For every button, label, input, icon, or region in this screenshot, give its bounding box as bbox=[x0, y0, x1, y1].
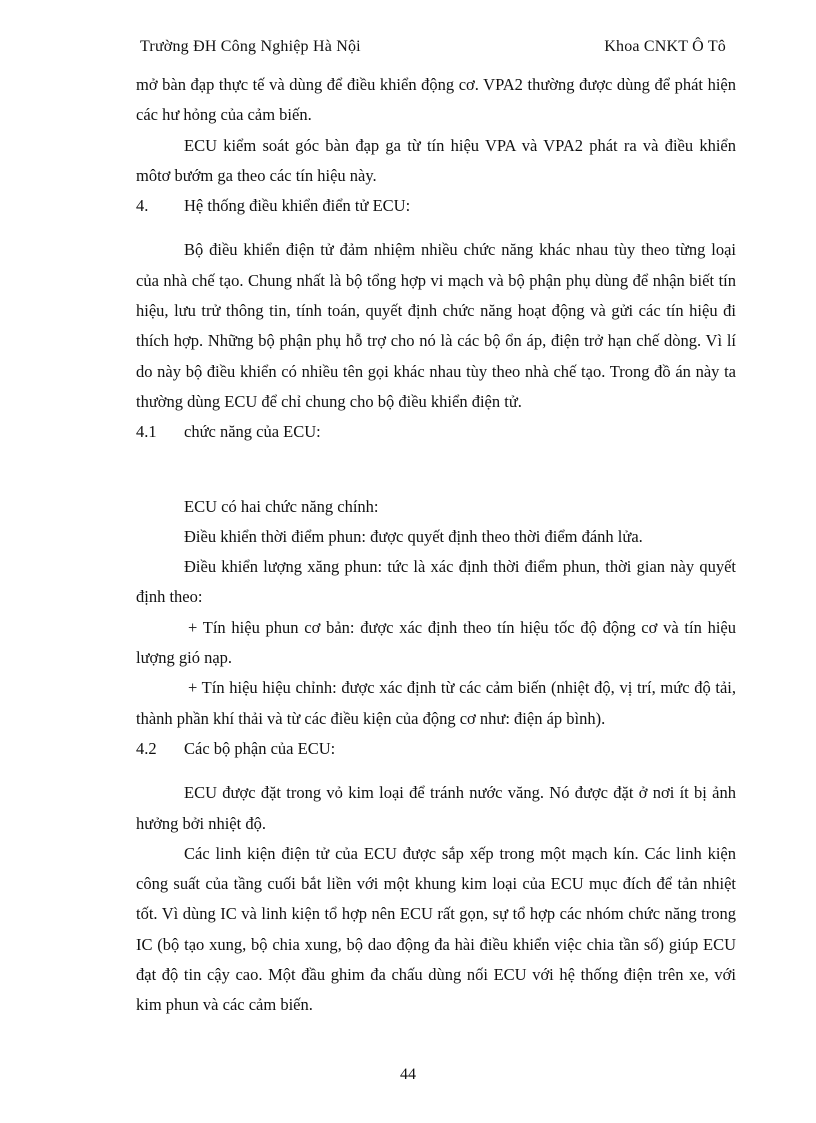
section-heading-4-2 bbox=[136, 734, 736, 764]
header-faculty-name: Khoa CNKT Ô Tô bbox=[604, 38, 726, 55]
spacer bbox=[136, 448, 736, 492]
spacer bbox=[136, 764, 736, 778]
section-title: Các bộ phận của ECU: bbox=[184, 738, 336, 758]
section-number: 4.2 bbox=[136, 738, 157, 758]
page-number: 44 bbox=[400, 1066, 416, 1083]
bullet-basic-signal: + Tín hiệu phun cơ bản: được xác định theo tín hiệu tốc độ động cơ và tín hiệu lượng gió nạp. bbox=[136, 617, 736, 668]
paragraph-vpa2-continued: mở bàn đạp thực tế và dùng để điều khiển động cơ. VPA2 thường được dùng để phát hiện các hư hỏng của cảm biến. bbox=[136, 75, 736, 125]
header-divider bbox=[136, 62, 732, 63]
page-body bbox=[136, 70, 736, 1021]
paragraph-ecu-overview: Bộ điều khiển điện tử đảm nhiệm nhiều chức năng khác nhau tùy theo từng loại của nhà chế tạo. Chung nhất là bộ tổng hợp vi mạch và bộ phận phụ dùng để nhận biết tín hiệu, lưu trử thông tin, tính toán, quyết định chức năng hoạt động và gửi các tín hiệu đi thích hợp. Những bộ phận phụ hỗ trợ cho nó là các bộ ổn áp, điện trở hạn chế dòng. Vì lí do này bộ điều khiển có nhiều tên gọi khác nhau tùy theo nhà chế tạo. Trong đồ án này ta thường dùng ECU để chỉ chung cho bộ điều khiển điện tử. bbox=[136, 240, 736, 411]
paragraph-ecu-two-functions: ECU có hai chức năng chính: bbox=[184, 496, 379, 516]
section-number: 4. bbox=[136, 196, 149, 216]
section-title: chức năng của ECU: bbox=[184, 422, 321, 442]
header-school-name: Trường ĐH Công Nghiệp Hà Nội bbox=[140, 38, 361, 55]
paragraph-injection-quantity: Điều khiển lượng xăng phun: tức là xác định thời điểm phun, thời gian này quyết định theo: bbox=[136, 557, 736, 607]
section-heading-4 bbox=[136, 191, 736, 221]
section-heading-4-1 bbox=[136, 417, 736, 447]
section-number: 4.1 bbox=[136, 422, 157, 442]
paragraph-ecu-housing: ECU được đặt trong vỏ kim loại để tránh nước văng. Nó được đặt ở nơi ít bị ảnh hưởng bởi nhiệt độ. bbox=[136, 783, 736, 833]
bullet-correction-signal: + Tín hiệu hiệu chỉnh: được xác định từ các cảm biến (nhiệt độ, vị trí, mức độ tải, thành phần khí thải và từ các điều kiện của động cơ như: điện áp bình). bbox=[136, 678, 736, 728]
spacer bbox=[136, 221, 736, 235]
section-title: Hệ thống điều khiển điển tử ECU: bbox=[184, 196, 411, 216]
page-header bbox=[140, 38, 726, 60]
paragraph-ecu-components: Các linh kiện điện tử của ECU được sắp xếp trong một mạch kín. Các linh kiện công suất của tầng cuối bắt liền với một khung kim loại của ECU mục đích để tản nhiệt tốt. Vì dùng IC và linh kiện tổ hợp nên ECU rất gọn, sự tổ hợp các nhóm chức năng trong IC (bộ tạo xung, bộ chia xung, bộ dao động đa hài điều khiển việc chia tần số) giúp ECU đạt độ tin cậy cao. Một đầu ghim đa chấu dùng nối ECU với hệ thống điện trên xe, với kim phun và các cảm biến. bbox=[136, 843, 736, 1015]
paragraph-injection-timing: Điều khiển thời điểm phun: được quyết định theo thời điểm đánh lửa. bbox=[184, 526, 643, 546]
paragraph-ecu-pedal-control: ECU kiểm soát góc bàn đạp ga từ tín hiệu VPA và VPA2 phát ra và điều khiển môtơ bướm ga theo các tín hiệu này. bbox=[136, 135, 736, 185]
